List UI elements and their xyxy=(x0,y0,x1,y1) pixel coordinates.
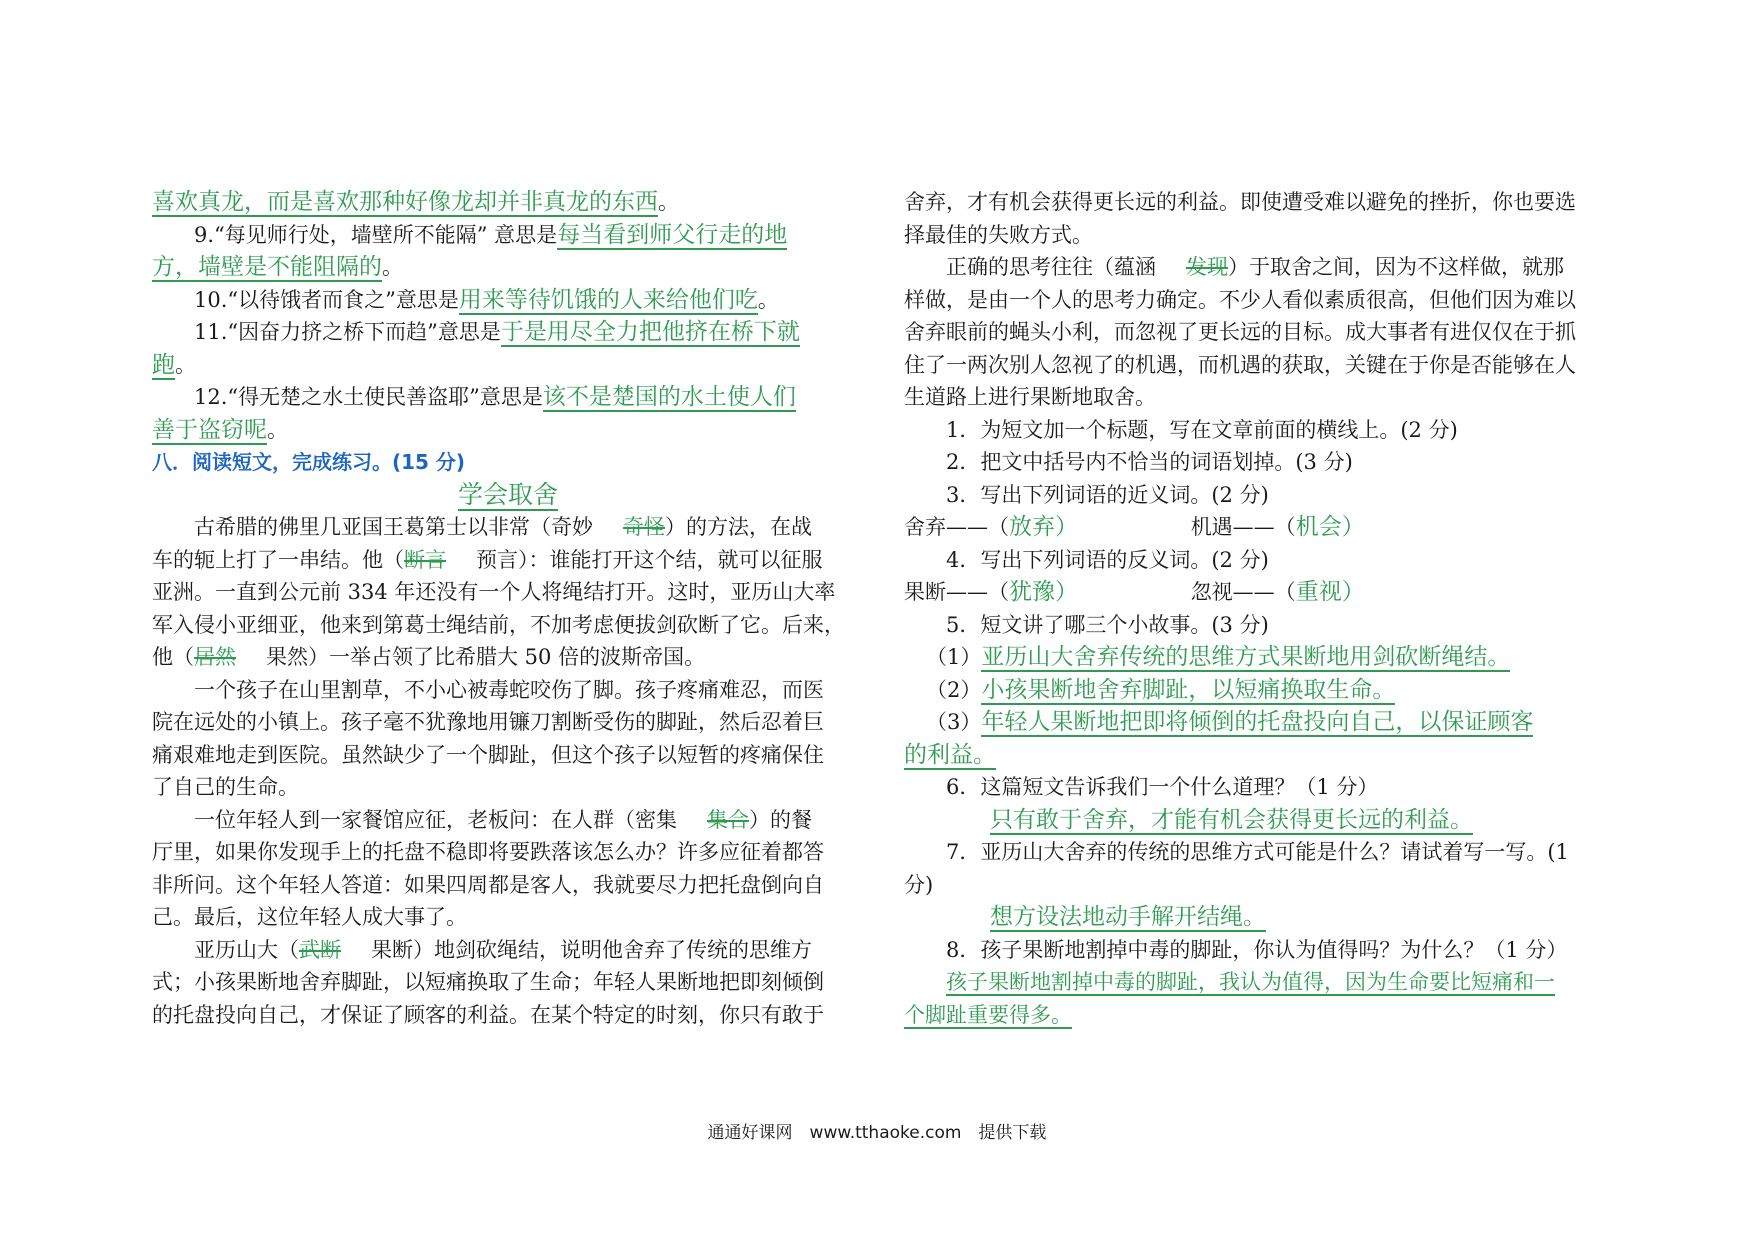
answer-line xyxy=(904,999,1616,1032)
answer-text: 每当看到师父行走的地 xyxy=(557,221,788,248)
paragraph-line: 痛艰难地走到医院。虽然缺少了一个脚趾，但这个孩子以短暂的疼痛保住 xyxy=(152,742,824,767)
paragraph-line: 一个孩子在山里割草，不小心被毒蛇咬伤了脚。孩子疼痛难忍，而医 xyxy=(194,677,824,702)
question-8: 8．孩子果断地割掉中毒的脚趾，你认为值得吗？为什么？（1 分） xyxy=(946,937,1568,962)
answer-text: 孩子果断地割掉中毒的脚趾，我认为值得，因为生命要比短痛和一 xyxy=(946,970,1555,994)
answer-line xyxy=(904,966,1616,999)
answer-text: 放弃 xyxy=(1009,514,1055,540)
punct: 。 xyxy=(658,190,679,214)
right-column xyxy=(904,186,1616,1031)
item-number: （2） xyxy=(926,677,982,702)
question-text: 12.“得无楚之水土使民善盗耶”意思是 xyxy=(194,385,543,409)
answer-text: 跑 xyxy=(152,351,175,378)
paragraph-line xyxy=(152,641,864,674)
punct: 。 xyxy=(175,352,196,377)
struck-word: 集合 xyxy=(707,807,749,832)
question-11 xyxy=(152,316,864,349)
answer-text: 方，墙壁是不能阻隔的 xyxy=(152,254,382,280)
text: 忽视——（ xyxy=(1190,580,1296,604)
answer-row xyxy=(904,511,1616,544)
paragraph-line: 舍弃，才有机会获得更长远的利益。即使遭受难以避免的挫折，你也要选 xyxy=(904,190,1576,214)
answer-row xyxy=(904,576,1616,609)
passage-title-line xyxy=(152,479,864,512)
answer-text: 善于盗窃呢 xyxy=(152,416,267,443)
punct: ） xyxy=(1055,514,1078,540)
answer-text: 个脚趾重要得多。 xyxy=(904,1002,1072,1027)
word-pair xyxy=(1191,580,1365,604)
text: 果断）地剑砍绳结，说明他舍弃了传统的思维方 xyxy=(371,937,812,962)
answer-text: 想方设法地动手解开结绳。 xyxy=(990,904,1266,930)
struck-word: 武断 xyxy=(299,937,341,962)
word-pair xyxy=(904,576,1184,609)
text: 果断——（ xyxy=(904,580,1009,604)
answer-line xyxy=(904,804,1616,837)
question-text: 11.“因奋力挤之桥下而趋”意思是 xyxy=(194,320,501,344)
question-3: 3．写出下列词语的近义词。(2 分) xyxy=(946,482,1269,507)
question-10 xyxy=(152,284,864,317)
text: 他（ xyxy=(152,645,194,669)
struck-word: 居然 xyxy=(194,645,236,669)
text-line xyxy=(152,251,864,284)
page-footer: 通通好课网 www.tthaoke.com 提供下载 xyxy=(707,1123,1047,1143)
paragraph-line: 样做，是由一个人的思考力确定。不少人看似素质很高，但他们因为难以 xyxy=(904,287,1576,312)
text: ）的餐 xyxy=(749,807,812,832)
section-heading xyxy=(152,446,864,479)
paragraph-line xyxy=(152,544,864,577)
question-7-cont: 分) xyxy=(904,872,934,897)
answer-text: 小孩果断地舍弃脚趾，以短痛换取生命。 xyxy=(981,676,1396,703)
question-12 xyxy=(152,381,864,414)
answer-line xyxy=(904,901,1616,934)
paragraph-line: 院在远处的小镇上。孩子毫不犹豫地用镰刀割断受伤的脚趾，然后忍着巨 xyxy=(152,710,824,734)
answer-text: 亚历山大舍弃传统的思维方式果断地用剑砍断绳结。 xyxy=(981,644,1511,670)
paragraph-line: 军入侵小亚细亚，他来到第葛士绳结前，不加考虑便拔剑砍断了它。后来， xyxy=(152,612,845,637)
item-number: （3） xyxy=(926,710,982,734)
question-text: 10.“以待饿者而食之”意思是 xyxy=(194,287,459,312)
paragraph-line: 非所问。这个年轻人答道：如果四周都是客人，我就要尽力把托盘倒向自 xyxy=(152,872,824,897)
text-line xyxy=(152,186,864,219)
question-6: 6．这篇短文告诉我们一个什么道理？（1 分） xyxy=(946,775,1379,799)
answer-line xyxy=(904,641,1616,674)
text: ）的方法，在战 xyxy=(665,515,812,539)
answer-line xyxy=(904,674,1616,707)
question-4: 4．写出下列词语的反义词。(2 分) xyxy=(946,547,1269,572)
paragraph-line: 了自己的生命。 xyxy=(152,775,299,799)
left-column xyxy=(152,186,864,1031)
question-7: 7．亚历山大舍弃的传统的思维方式可能是什么？请试着写一写。(1 xyxy=(946,840,1569,864)
paragraph-line: 式；小孩果断地舍弃脚趾，以短痛换取了生命；年轻人果断地把即刻倾倒 xyxy=(152,970,824,994)
punct: 。 xyxy=(382,255,403,279)
struck-word: 发现 xyxy=(1186,255,1228,279)
text: 舍弃——（ xyxy=(904,515,1009,539)
answer-text: 年轻人果断地把即将倾倒的托盘投向自己，以保证顾客 xyxy=(981,709,1534,735)
punct: ） xyxy=(1341,579,1365,605)
passage-title: 学会取舍 xyxy=(457,479,558,509)
answer-text: 重视 xyxy=(1295,579,1342,605)
question-text: 9.“每见师行处，墙壁所不能隔” 意思是 xyxy=(194,222,558,247)
punct: 。 xyxy=(267,417,288,442)
answer-text: 只有敢于舍弃，才能有机会获得更长远的利益。 xyxy=(990,806,1473,833)
question-9 xyxy=(152,219,864,252)
word-pair xyxy=(904,511,1184,544)
punct: 。 xyxy=(757,287,779,312)
text: 果然）一举占领了比希腊大 50 倍的波斯帝国。 xyxy=(266,645,706,669)
question-5: 5．短文讲了哪三个小故事。(3 分) xyxy=(946,612,1269,637)
text: 亚历山大（ xyxy=(194,937,299,962)
answer-text: 该不是楚国的水土使人们 xyxy=(542,384,796,410)
paragraph-line xyxy=(152,511,864,544)
answer-text: 于是用尽全力把他挤在桥下就 xyxy=(500,319,800,345)
paragraph-line: 住了一两次别人忽视了的机遇，而机遇的获取，关键在于你是否能够在人 xyxy=(904,352,1576,377)
text: ）于取舍之间，因为不这样做，就那 xyxy=(1228,255,1564,279)
text: 预言）：谁能打开这个结，就可以征服 xyxy=(476,547,823,572)
paragraph-line: 己。最后，这位年轻人成大事了。 xyxy=(152,905,467,929)
text-line xyxy=(152,414,864,447)
text: 机遇——（ xyxy=(1190,515,1296,539)
text: 一位年轻人到一家餐馆应征，老板问：在人群（密集 xyxy=(194,807,677,832)
paragraph-line: 生道路上进行果断地取舍。 xyxy=(904,385,1156,409)
paragraph-line xyxy=(152,934,864,967)
punct: ） xyxy=(1341,514,1365,540)
answer-text: 机会 xyxy=(1295,514,1342,540)
text: 古希腊的佛里几亚国王葛第士以非常（奇妙 xyxy=(194,515,593,539)
text-line xyxy=(152,349,864,382)
paragraph-line: 厅里，如果你发现手上的托盘不稳即将要跌落该怎么办？许多应征着都答 xyxy=(152,840,824,864)
question-1: 1．为短文加一个标题，写在文章前面的横线上。(2 分) xyxy=(946,417,1458,442)
text: 车的轭上打了一串结。他（ xyxy=(152,547,404,572)
answer-text: 犹豫 xyxy=(1009,579,1055,605)
word-pair xyxy=(1191,515,1365,539)
punct: ） xyxy=(1055,579,1078,605)
struck-word: 断言 xyxy=(404,547,446,572)
question-2: 2．把文中括号内不恰当的词语划掉。(3 分) xyxy=(946,450,1353,474)
answer-line xyxy=(904,739,1616,772)
paragraph-line: 择最佳的失败方式。 xyxy=(904,222,1093,247)
paragraph-line: 舍弃眼前的蝇头小利，而忽视了更长远的目标。成大事者有进仅仅在于抓 xyxy=(904,320,1576,344)
paragraph-line: 亚洲。一直到公元前 334 年还没有一个人将绳结打开。这时，亚历山大率 xyxy=(152,580,836,604)
paragraph-line xyxy=(152,804,864,837)
text: 正确的思考往往（蕴涵 xyxy=(946,255,1156,279)
answer-text: 的利益。 xyxy=(904,741,996,768)
answer-text: 喜欢真龙，而是喜欢那种好像龙却并非真龙的东西 xyxy=(152,189,658,215)
section-title: 八．阅读短文，完成练习。(15 分) xyxy=(152,450,466,474)
item-number: （1） xyxy=(926,645,982,669)
answer-text: 用来等待饥饿的人来给他们吃 xyxy=(458,286,758,313)
answer-line xyxy=(904,706,1616,739)
paragraph-line xyxy=(904,251,1616,284)
struck-word: 奇怪 xyxy=(623,515,665,539)
paragraph-line: 的托盘投向自己，才保证了顾客的利益。在某个特定的时刻，你只有敢于 xyxy=(152,1002,824,1027)
